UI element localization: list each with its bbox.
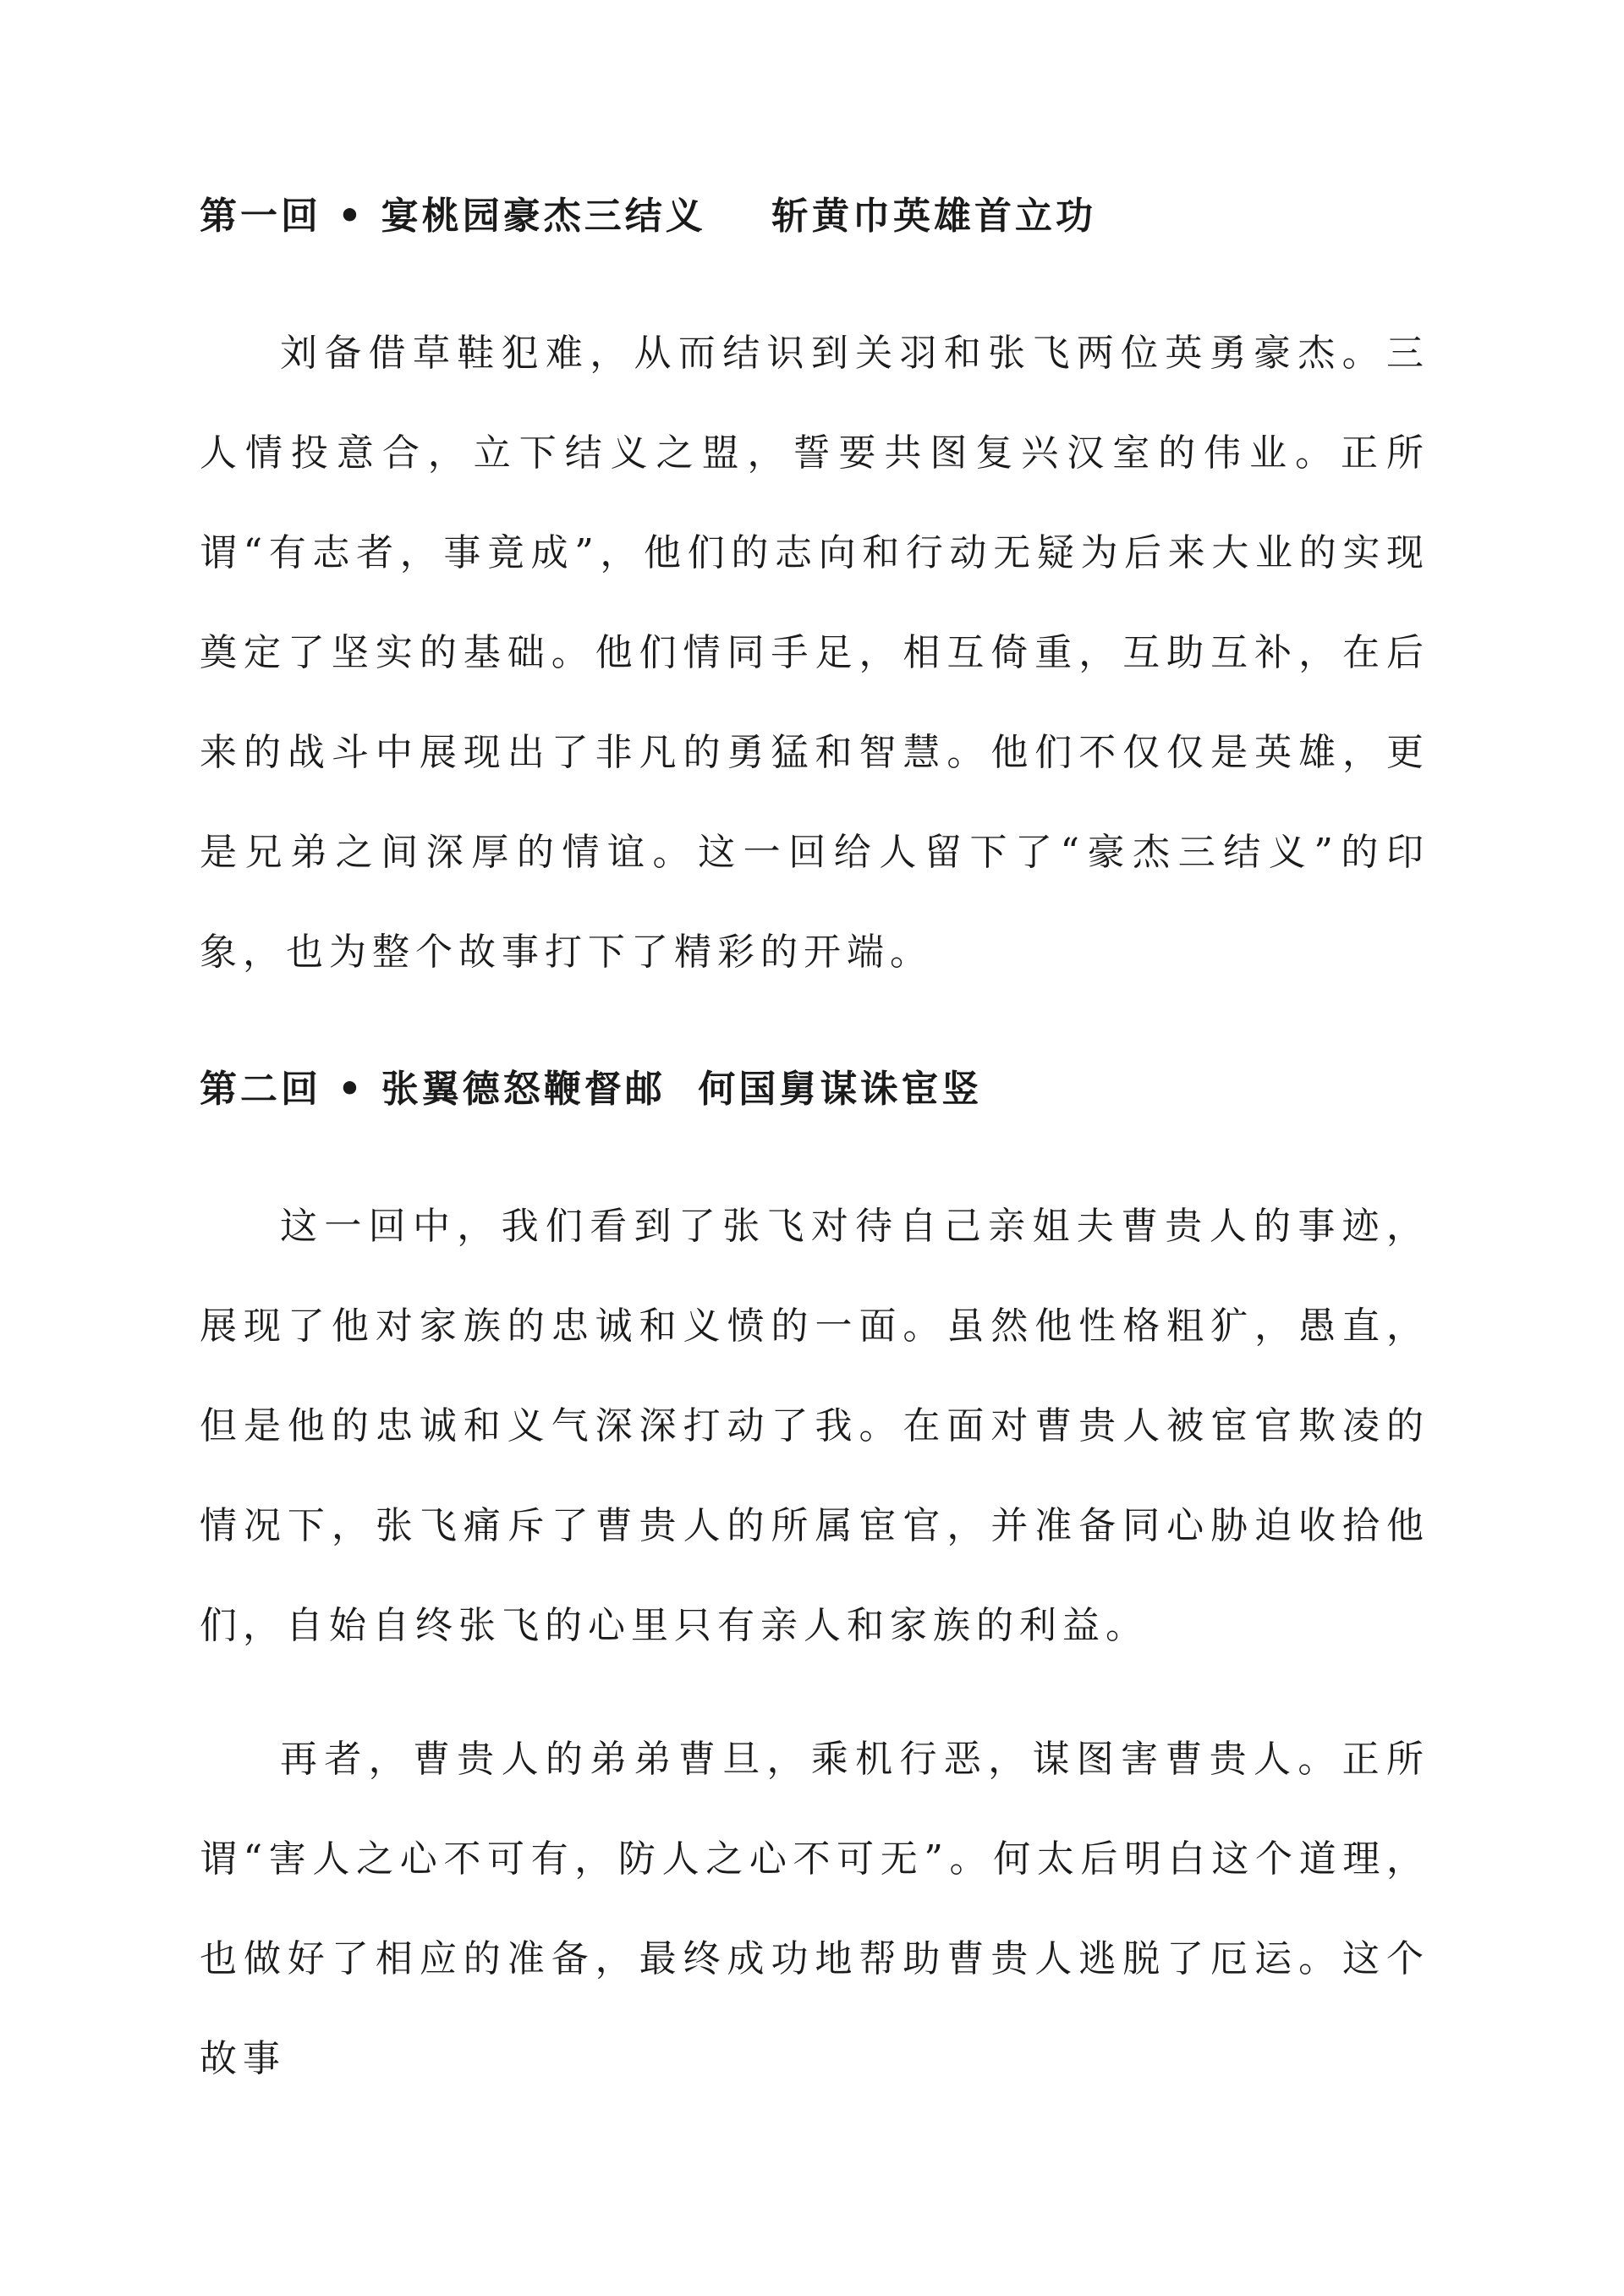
chapter-1-heading: 第一回 • 宴桃园豪杰三结义 斩黄巾英雄首立功 xyxy=(200,195,1097,238)
document-body xyxy=(200,190,1429,2109)
chapter-2-body xyxy=(200,1177,1429,2109)
chapter-2-heading: 第二回 • 张翼德怒鞭督邮 何国舅谋诛宦竖 xyxy=(200,1068,983,1111)
chapter-2-paragraph-2: 再者，曹贵人的弟弟曹旦，乘机行恶，谋图害曹贵人。正所谓“害人之心不可有，防人之心不可无”。何太后明白这个道理，也做好了相应的准备，最终成功地帮助曹贵人逃脱了厄运。这个故事 xyxy=(200,1738,1429,2080)
chapter-2-paragraph-1: 这一回中，我们看到了张飞对待自己亲姐夫曹贵人的事迹，展现了他对家族的忠诚和义愤的一面。虽然他性格粗犷，愚直，但是他的忠诚和义气深深打动了我。在面对曹贵人被宦官欺凌的情况下，张飞痛斥了曹贵人的所属宦官，并准备同心胁迫收拾他们，自始自终张飞的心里只有亲人和家族的利益。 xyxy=(200,1205,1429,1647)
chapter-1-body xyxy=(200,304,1429,1002)
chapter-1-paragraph-1: 刘备借草鞋犯难，从而结识到关羽和张飞两位英勇豪杰。三人情投意合，立下结义之盟，誓要共图复兴汉室的伟业。正所谓“有志者，事竟成”，他们的志向和行动无疑为后来大业的实现奠定了坚实的基础。他们情同手足，相互倚重，互助互补，在后来的战斗中展现出了非凡的勇猛和智慧。他们不仅仅是英雄，更是兄弟之间深厚的情谊。这一回给人留下了“豪杰三结义”的印象，也为整个故事打下了精彩的开端。 xyxy=(200,332,1429,974)
